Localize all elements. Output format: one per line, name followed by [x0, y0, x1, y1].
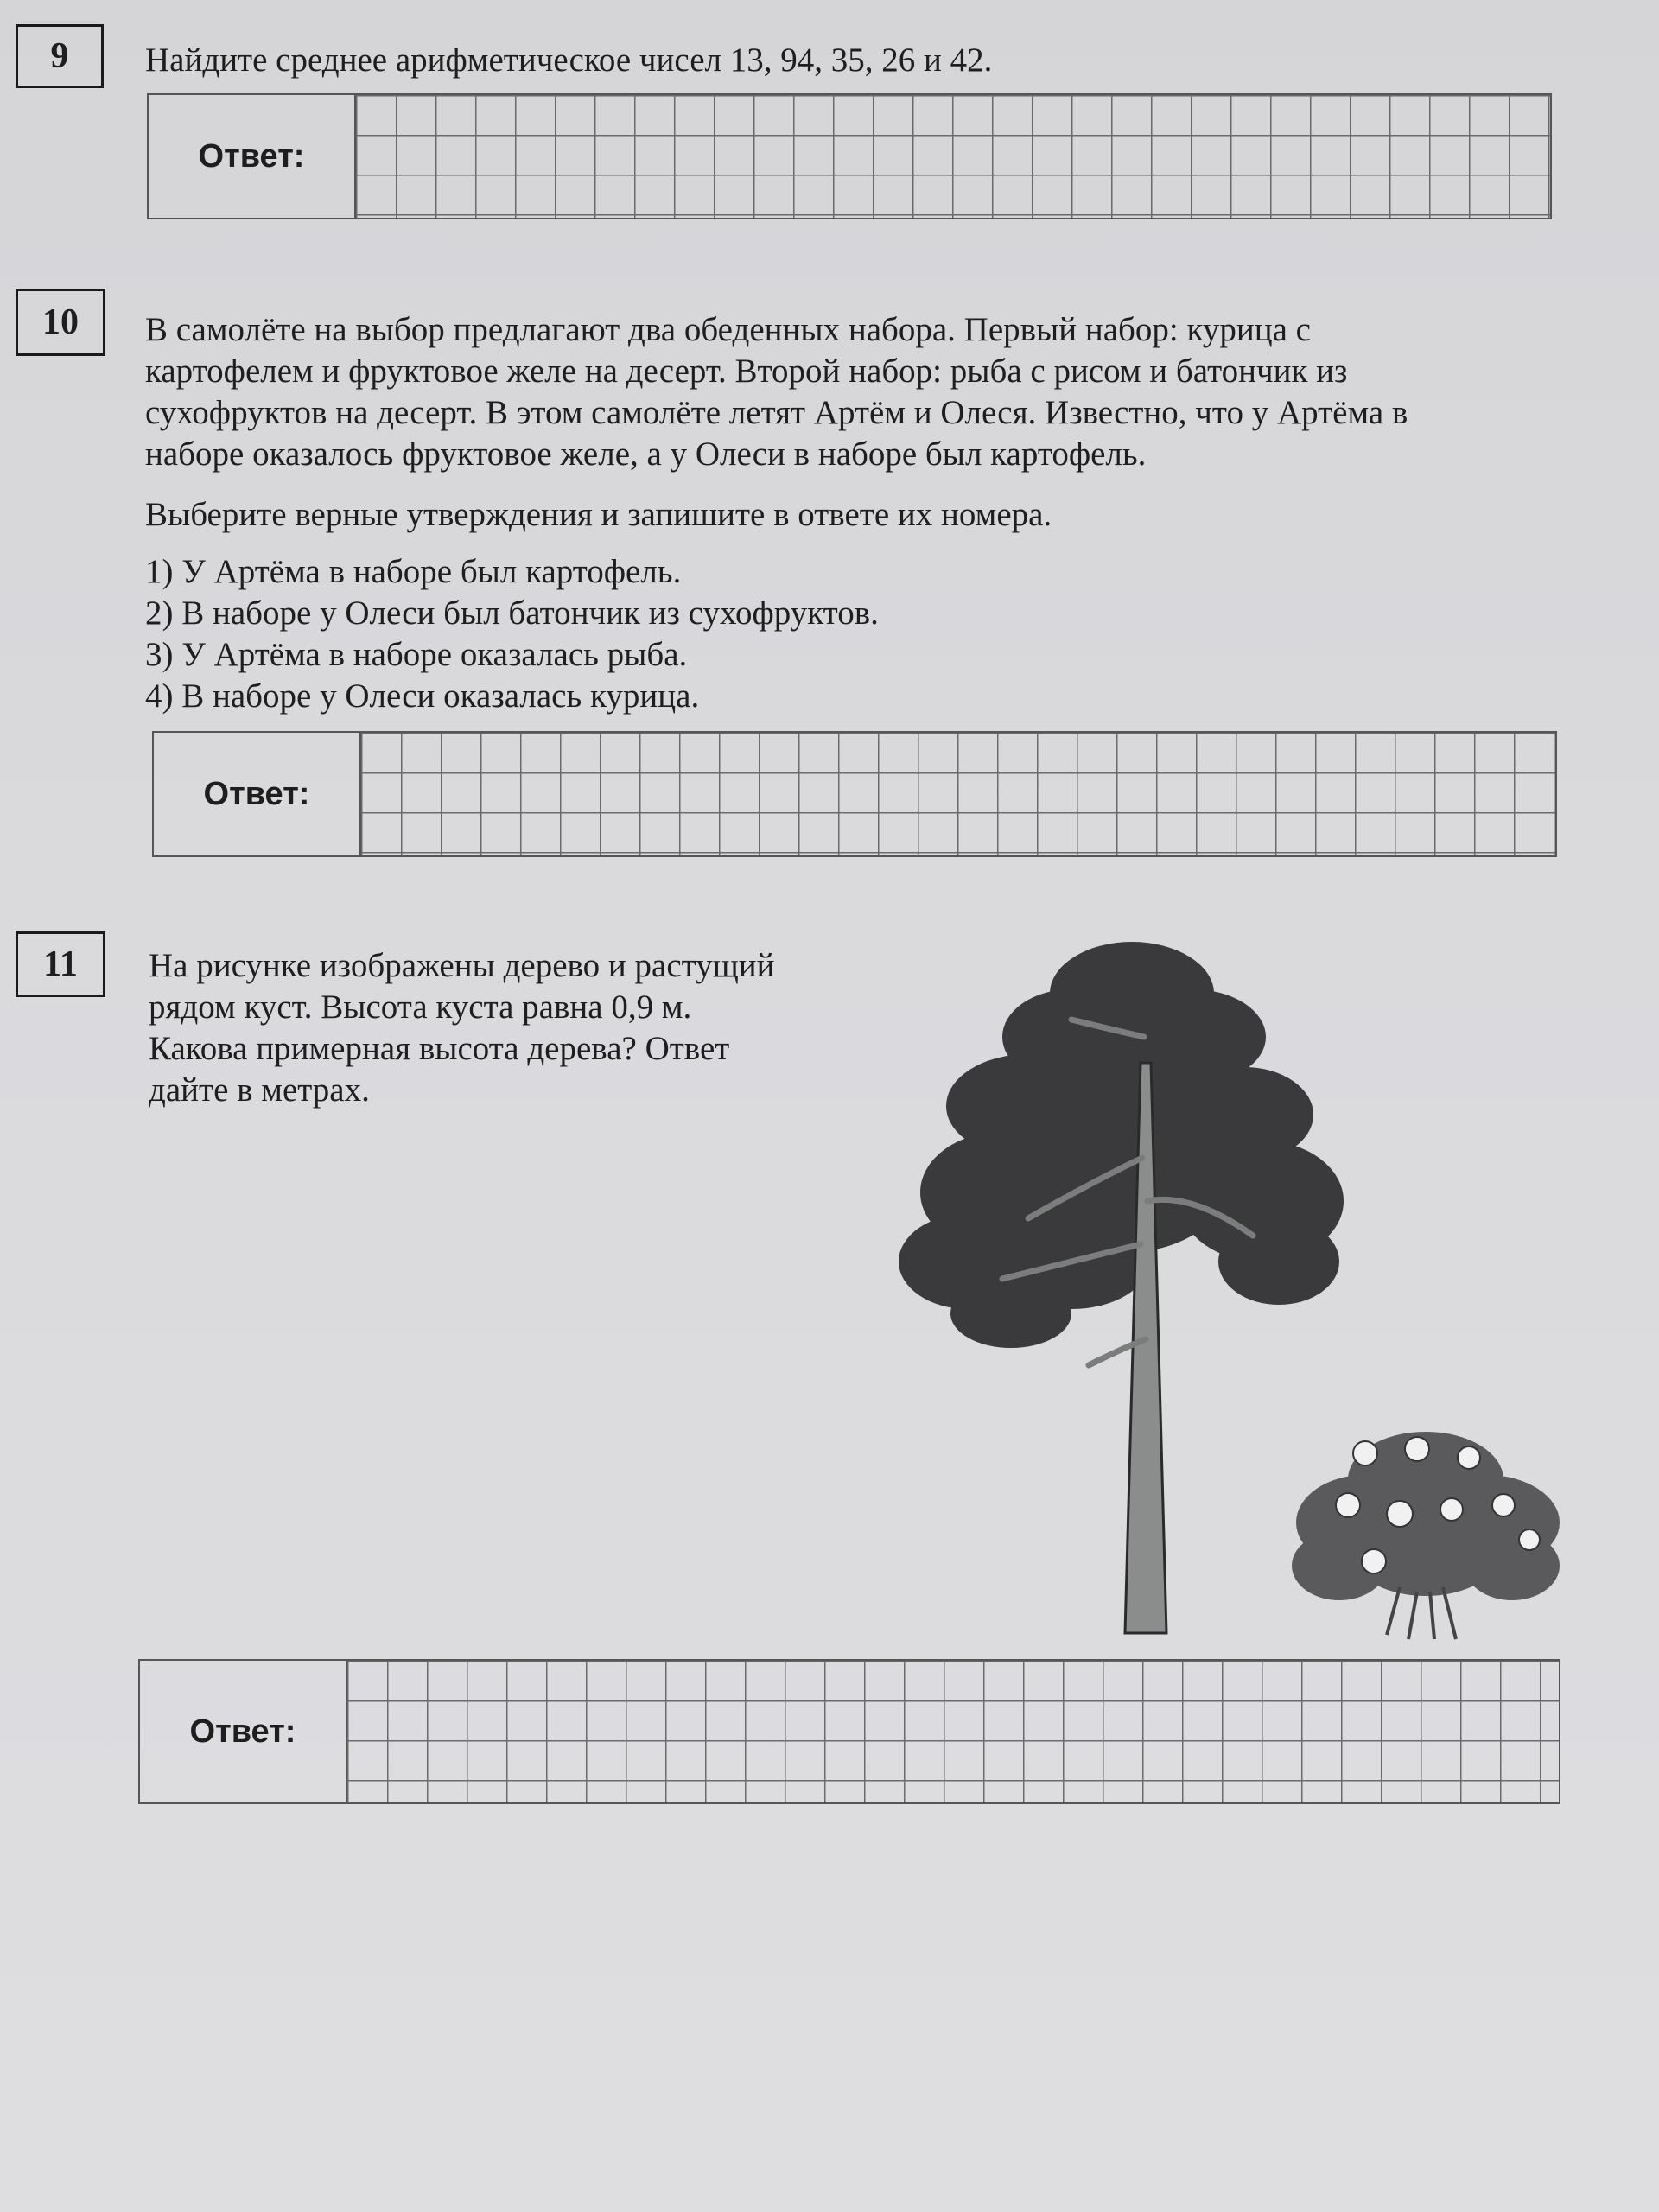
task-text: Найдите среднее арифметическое чисел 13, 94, 35, 26 и 42. — [145, 41, 993, 79]
answer-grid[interactable] — [361, 733, 1555, 855]
answer-label: Ответ: — [140, 1661, 347, 1802]
answer-grid[interactable] — [356, 95, 1550, 218]
option-item: 4) В наборе у Олеси оказалась курица. — [145, 677, 700, 715]
task-text — [149, 945, 774, 1111]
task-number: 9 — [16, 24, 104, 88]
task-instruction: Выберите верные утверждения и запишите в ответе их номера. — [145, 496, 1052, 533]
answer-box — [138, 1659, 1560, 1804]
option-list — [145, 551, 879, 717]
answer-grid[interactable] — [347, 1661, 1559, 1802]
option-item: 2) В наборе у Олеси был батончик из сухофруктов. — [145, 594, 879, 632]
text-line: На рисунке изображены дерево и растущий — [149, 947, 775, 984]
text-line: дайте в метрах. — [149, 1071, 370, 1109]
text-line: сухофруктов на десерт. В этом самолёте летят Артём и Олеся. Известно, что у Артёма в — [145, 394, 1408, 431]
flowering-bush-icon — [1287, 1410, 1564, 1643]
answer-label: Ответ: — [154, 733, 361, 855]
task-text — [145, 309, 1408, 475]
text-line: В самолёте на выбор предлагают два обеденных набора. Первый набор: курица с — [145, 311, 1311, 348]
option-item: 1) У Артёма в наборе был картофель. — [145, 553, 682, 590]
text-line: рядом куст. Высота куста равна 0,9 м. — [149, 988, 692, 1026]
task-number: 10 — [16, 289, 105, 356]
text-line: наборе оказалось фруктовое желе, а у Олеси в наборе был картофель. — [145, 435, 1147, 473]
answer-label: Ответ: — [149, 95, 356, 218]
option-item: 3) У Артёма в наборе оказалась рыба. — [145, 636, 688, 673]
text-line: Какова примерная высота дерева? Ответ — [149, 1030, 730, 1067]
answer-box — [147, 93, 1552, 219]
task-number: 11 — [16, 931, 105, 997]
answer-box — [152, 731, 1557, 857]
text-line: картофелем и фруктовое желе на десерт. Второй набор: рыба с рисом и батончик из — [145, 353, 1348, 390]
